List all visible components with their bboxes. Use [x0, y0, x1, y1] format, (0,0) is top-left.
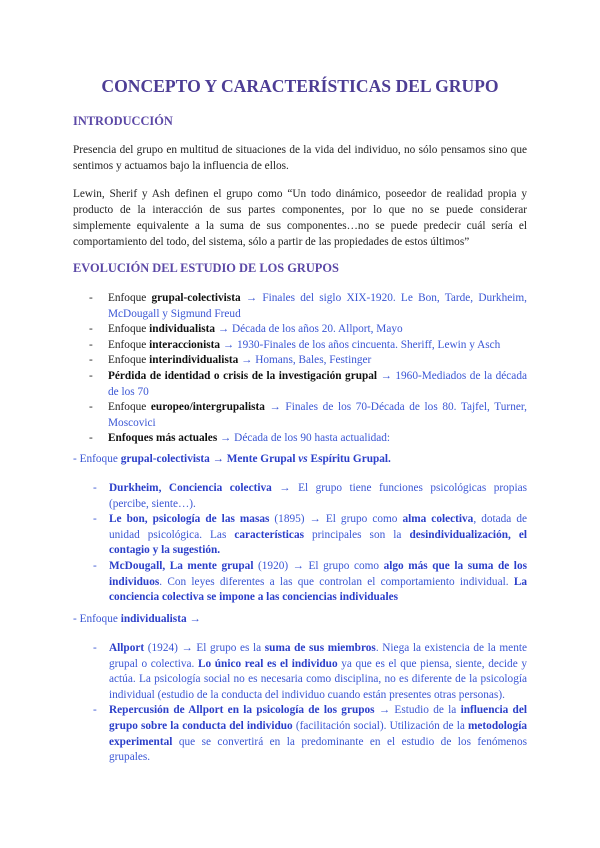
intro-paragraph-1: Presencia del grupo en multitud de situaciones de la vida del individuo, no sólo pensamos sino que sentimos y actuamos bajo la influencia de ellos.: [73, 144, 527, 172]
author-work: Allport: [109, 642, 145, 654]
evolution-list: [89, 291, 527, 447]
item-emphasis: algo más que la suma de los individuos: [109, 559, 527, 588]
item-period: → Finales del siglo XIX-1920. Le Bon, Tarde, Durkheim, McDougall y Sigmund Freud: [108, 292, 527, 320]
list-item: - McDougall, La mente grupal (1920) → El grupo como algo más que la suma de los individuos. Con leyes diferentes a las que controlan el comportamiento individual. La conciencia colectiva se impone a las conciencias individuales: [93, 559, 527, 604]
list-item: [89, 291, 527, 322]
intro-heading: INTRODUCCIÓN: [73, 114, 173, 128]
author-work: Durkheim, Conciencia colectiva: [109, 482, 272, 494]
section-vs: vs: [295, 453, 311, 465]
item-text: (1920) → El grupo como: [253, 559, 384, 572]
item-approach: interindividualista: [149, 354, 239, 367]
list-item: [89, 431, 527, 447]
section-collectivist-heading: [73, 451, 391, 467]
section-term: Espíritu Grupal.: [310, 453, 391, 465]
section-term: Mente Grupal: [226, 453, 296, 465]
list-item: [89, 338, 527, 354]
item-emphasis: Lo único real es el individuo: [197, 657, 338, 670]
item-text: → El grupo tiene funciones psicológicas propias (percibe, siente…).: [109, 482, 527, 510]
item-approach: interaccionista: [149, 338, 221, 351]
item-emphasis: alma colectiva: [402, 513, 474, 526]
item-approach: europeo/intergrupalista: [150, 401, 265, 414]
author-work: McDougall, La mente grupal: [109, 559, 254, 572]
list-item: - Le bon, psicología de las masas (1895) → El grupo como alma colectiva, dotada de unidad psicológica. Las características principales son la desindividualización, el contagio y la sugestión.: [93, 513, 527, 557]
item-text: → Estudio de la: [374, 704, 461, 717]
bullet-dash: -: [89, 401, 93, 414]
list-item: [89, 353, 527, 369]
list-item: - Durkheim, Conciencia colectiva → El grupo tiene funciones psicológicas propias (percibe, siente…).: [93, 482, 527, 510]
bullet-dash: -: [89, 369, 93, 382]
item-period: → Década de los 90 hasta actualidad:: [217, 432, 391, 445]
item-text: (1895) → El grupo como: [269, 513, 403, 526]
item-text: , dotada de unidad psicológica. Las: [109, 513, 527, 541]
item-prefix: Enfoque: [108, 292, 152, 304]
item-text: (facilitación social). Utilización de la: [292, 719, 468, 732]
item-approach: Enfoques más actuales: [108, 432, 218, 445]
item-period: → 1930-Finales de los años cincuenta. Sheriff, Lewin y Asch: [220, 338, 501, 351]
bullet-dash: -: [89, 432, 93, 445]
section-lead: - Enfoque: [73, 453, 121, 465]
item-emphasis: influencia del grupo sobre la conducta del individuo: [109, 704, 527, 732]
item-emphasis: desindividualización, el contagio y la sugestión.: [109, 528, 527, 557]
item-text: principales son la: [303, 528, 410, 541]
list-item: [89, 322, 527, 338]
item-text: . Con leyes diferentes a las que controlan el comportamiento individual.: [159, 575, 514, 588]
list-item: - Repercusión de Allport en la psicología de los grupos → Estudio de la influencia del grupo sobre la conducta del individuo (facilitación social). Utilización de la metodología experimental que se convertirá en la predominante en el estudio de los fenómenos grupales.: [93, 704, 527, 764]
page-title: CONCEPTO Y CARACTERÍSTICAS DEL GRUPO: [101, 76, 499, 96]
evolution-heading: EVOLUCIÓN DEL ESTUDIO DE LOS GRUPOS: [73, 261, 339, 275]
item-text: . Niega la existencia de la mente grupal o colectiva.: [109, 642, 527, 670]
individualist-list: [93, 641, 527, 766]
item-prefix: Enfoque: [108, 401, 151, 414]
item-text: que se convertirá en la predominante en el estudio de los fenómenos grupales.: [109, 735, 527, 764]
intro-paragraph-2: Lewin, Sherif y Ash definen el grupo como “Un todo dinámico, poseedor de realidad propia y producto de la interacción de sus partes componentes, por lo que no se puede considerar simplemente equivalente a la suma de sus componentes…no se puede predecir cuál sería el comportamiento del todo, del sistema, sólo a partir de las propiedades de estos últimos”: [73, 188, 527, 248]
item-approach: Pérdida de identidad o crisis de la investigación grupal: [108, 369, 378, 382]
author-work: Le bon, psicología de las masas: [109, 513, 270, 526]
section-arrow: →: [186, 613, 201, 625]
item-text: ya que es el que piensa, siente, decide y actúa. La psicología social no es necesaria como disciplina, no es diferente de la psicología individual (estudio de la conducta del individuo cuando están presentes otras personas).: [109, 657, 527, 701]
item-prefix: Enfoque: [108, 354, 150, 367]
list-item: [89, 369, 527, 400]
item-approach: individualista: [149, 323, 216, 336]
item-prefix: Enfoque: [108, 323, 150, 336]
section-term: grupal-colectivista: [120, 453, 210, 465]
bullet-dash: -: [89, 323, 93, 336]
item-emphasis: metodología experimental: [109, 719, 527, 748]
section-individualist-heading: [73, 611, 201, 627]
item-emphasis: La conciencia colectiva se impone a las conciencias individuales: [109, 575, 527, 604]
item-emphasis: suma de sus miembros: [264, 642, 376, 654]
collectivist-list: [93, 481, 527, 606]
item-period: → Finales de los 70-Década de los 80. Tajfel, Turner, Moscovici: [108, 401, 527, 429]
item-period: → Década de los años 20. Allport, Mayo: [215, 323, 403, 336]
section-arrow: →: [209, 453, 227, 465]
item-approach: grupal-colectivista: [151, 292, 241, 304]
item-period: → 1960-Mediados de la década de los 70: [108, 369, 527, 398]
section-term: individualista: [120, 613, 187, 625]
bullet-dash: -: [89, 292, 93, 304]
item-period: → Homans, Bales, Festinger: [238, 354, 372, 367]
item-text: (1924) → El grupo es la: [144, 642, 265, 654]
list-item: - Allport (1924) → El grupo es la suma de sus miembros. Niega la existencia de la mente grupal o colectiva. Lo único real es el individuo ya que es el que piensa, siente, decide y actúa. La psicología social no es necesaria como disciplina, no es diferente de la psicología individual (estudio de la conducta del individuo cuando están presentes otras personas).: [93, 642, 527, 701]
item-emphasis: características: [234, 528, 304, 541]
author-work: Repercusión de Allport en la psicología de los grupos: [109, 704, 375, 717]
bullet-dash: -: [89, 354, 93, 367]
list-item: [89, 400, 527, 431]
bullet-dash: -: [89, 338, 93, 351]
section-lead: - Enfoque: [73, 613, 121, 625]
item-prefix: Enfoque: [108, 338, 150, 351]
